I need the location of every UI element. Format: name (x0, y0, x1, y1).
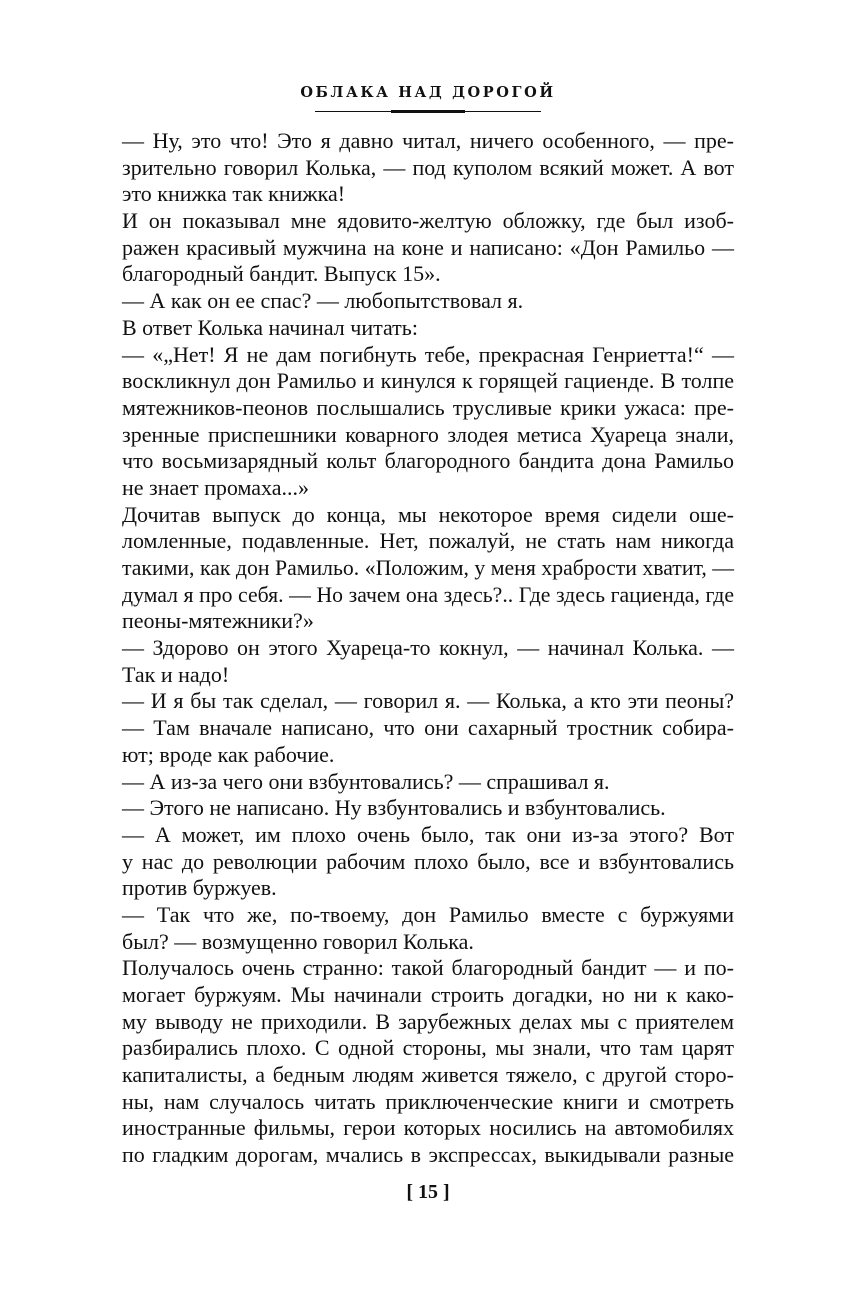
running-header (0, 82, 856, 101)
text-line: у нас до революции рабочим плохо было, все и взбунтовались (122, 848, 734, 874)
rule-left (315, 111, 391, 112)
text-line: по гладким дорогам, мчались в экспрессах, выкидывали разные (122, 1142, 734, 1168)
text-line: ны, нам случалось читать приключенческие книги и смотреть (122, 1088, 734, 1114)
text-line: пеоны-мятежники?» (122, 608, 314, 634)
text-line: Дочитав выпуск до конца, мы некоторое время сидели ошe- (122, 501, 734, 527)
body-text (122, 128, 734, 1169)
text-line: могает буржуям. Мы начинали строить догадки, но ни к како- (122, 982, 734, 1007)
text-line: — Там вначале написано, что они сахарный тростник собира- (122, 715, 734, 741)
text-line: — Ну, это что! Это я давно читал, ничего особенного, — пре- (122, 128, 734, 153)
rule-right (465, 111, 541, 112)
text-line: капиталисты, а бедным людям живется тяжело, с другой сторо- (122, 1062, 734, 1088)
text-line: му выводу не приходили. В зарубежных делах мы с приятелем (122, 1008, 734, 1034)
rule-center (391, 110, 465, 113)
text-line: — А как он ее спас? — любопытствовал я. (122, 288, 524, 314)
text-line: В ответ Колька начинал читать: (122, 314, 418, 340)
text-line: такими, как дон Рамильо. «Положим, у меня храбрости хватит, — (122, 556, 734, 580)
text-line: благородный бандит. Выпуск 15». (122, 261, 441, 287)
text-line: ломленные, подавленные. Нет, пожалуй, не стать нам никогда (122, 528, 734, 554)
text-line: — И я бы так сделал, — говорил я. — Колька, а кто эти пеоны? (122, 688, 734, 714)
text-line: И он показывал мне ядовито-желтую обложку, где был изоб- (122, 208, 734, 234)
text-line: — «„Нет! Я не дам погибнуть тебе, прекрасная Генриетта!“ — (122, 341, 734, 367)
text-line: мятежников-пеонов послышались трусливые крики ужаса: пре- (122, 394, 734, 420)
text-line: не знает промаха...» (122, 474, 310, 500)
text-line: воскликнул дон Рамильо и кинулся к горящей гациенде. В толпе (122, 368, 734, 394)
text-line: — Так что же, по-твоему, дон Рамильо вместе с буржуями (122, 901, 734, 927)
header-rule (0, 110, 856, 113)
text-line: — Этого не написано. Ну взбунтовались и взбунтовались. (122, 795, 666, 821)
text-line: Получалось очень странно: такой благородный бандит — и по- (122, 955, 734, 981)
book-title: ОБЛАКА НАД ДОРОГОЙ (300, 84, 556, 101)
text-line: — А из-за чего они взбунтовались? — спрашивал я. (122, 768, 610, 794)
text-line: — Здорово он этого Хуареца-то кокнул, — начинал Колька. — (122, 635, 734, 661)
text-line: зрительно говорил Колька, — под куполом всякий может. А вот (122, 154, 734, 180)
page-number: [ 15 ] (406, 1181, 450, 1203)
text-line: был? — возмущенно говорил Колька. (122, 928, 474, 954)
text-line: — А может, им плохо очень было, так они из-за этого? Вот (122, 821, 734, 847)
text-line: разбирались плохо. С одной стороны, мы знали, что там царят (122, 1035, 734, 1061)
text-line: ют; вроде как рабочие. (122, 741, 335, 767)
text-line: зренные приспешники коварного злодея метиса Хуареца знали, (122, 421, 734, 447)
text-line: что восьмизарядный кольт благородного бандита дона Рамильо (122, 448, 734, 474)
text-line: против буржуев. (122, 875, 277, 901)
text-line: думал я про себя. — Но зачем она здесь?.. Где здесь гациенда, где (122, 582, 734, 607)
text-line: ражен красивый мужчина на коне и написано: «Дон Рамильо — (122, 234, 734, 260)
text-line: это книжка так книжка! (122, 181, 346, 207)
text-line: Так и надо! (122, 661, 230, 687)
text-line: иностранные фильмы, герои которых носились на автомобилях (122, 1115, 734, 1141)
